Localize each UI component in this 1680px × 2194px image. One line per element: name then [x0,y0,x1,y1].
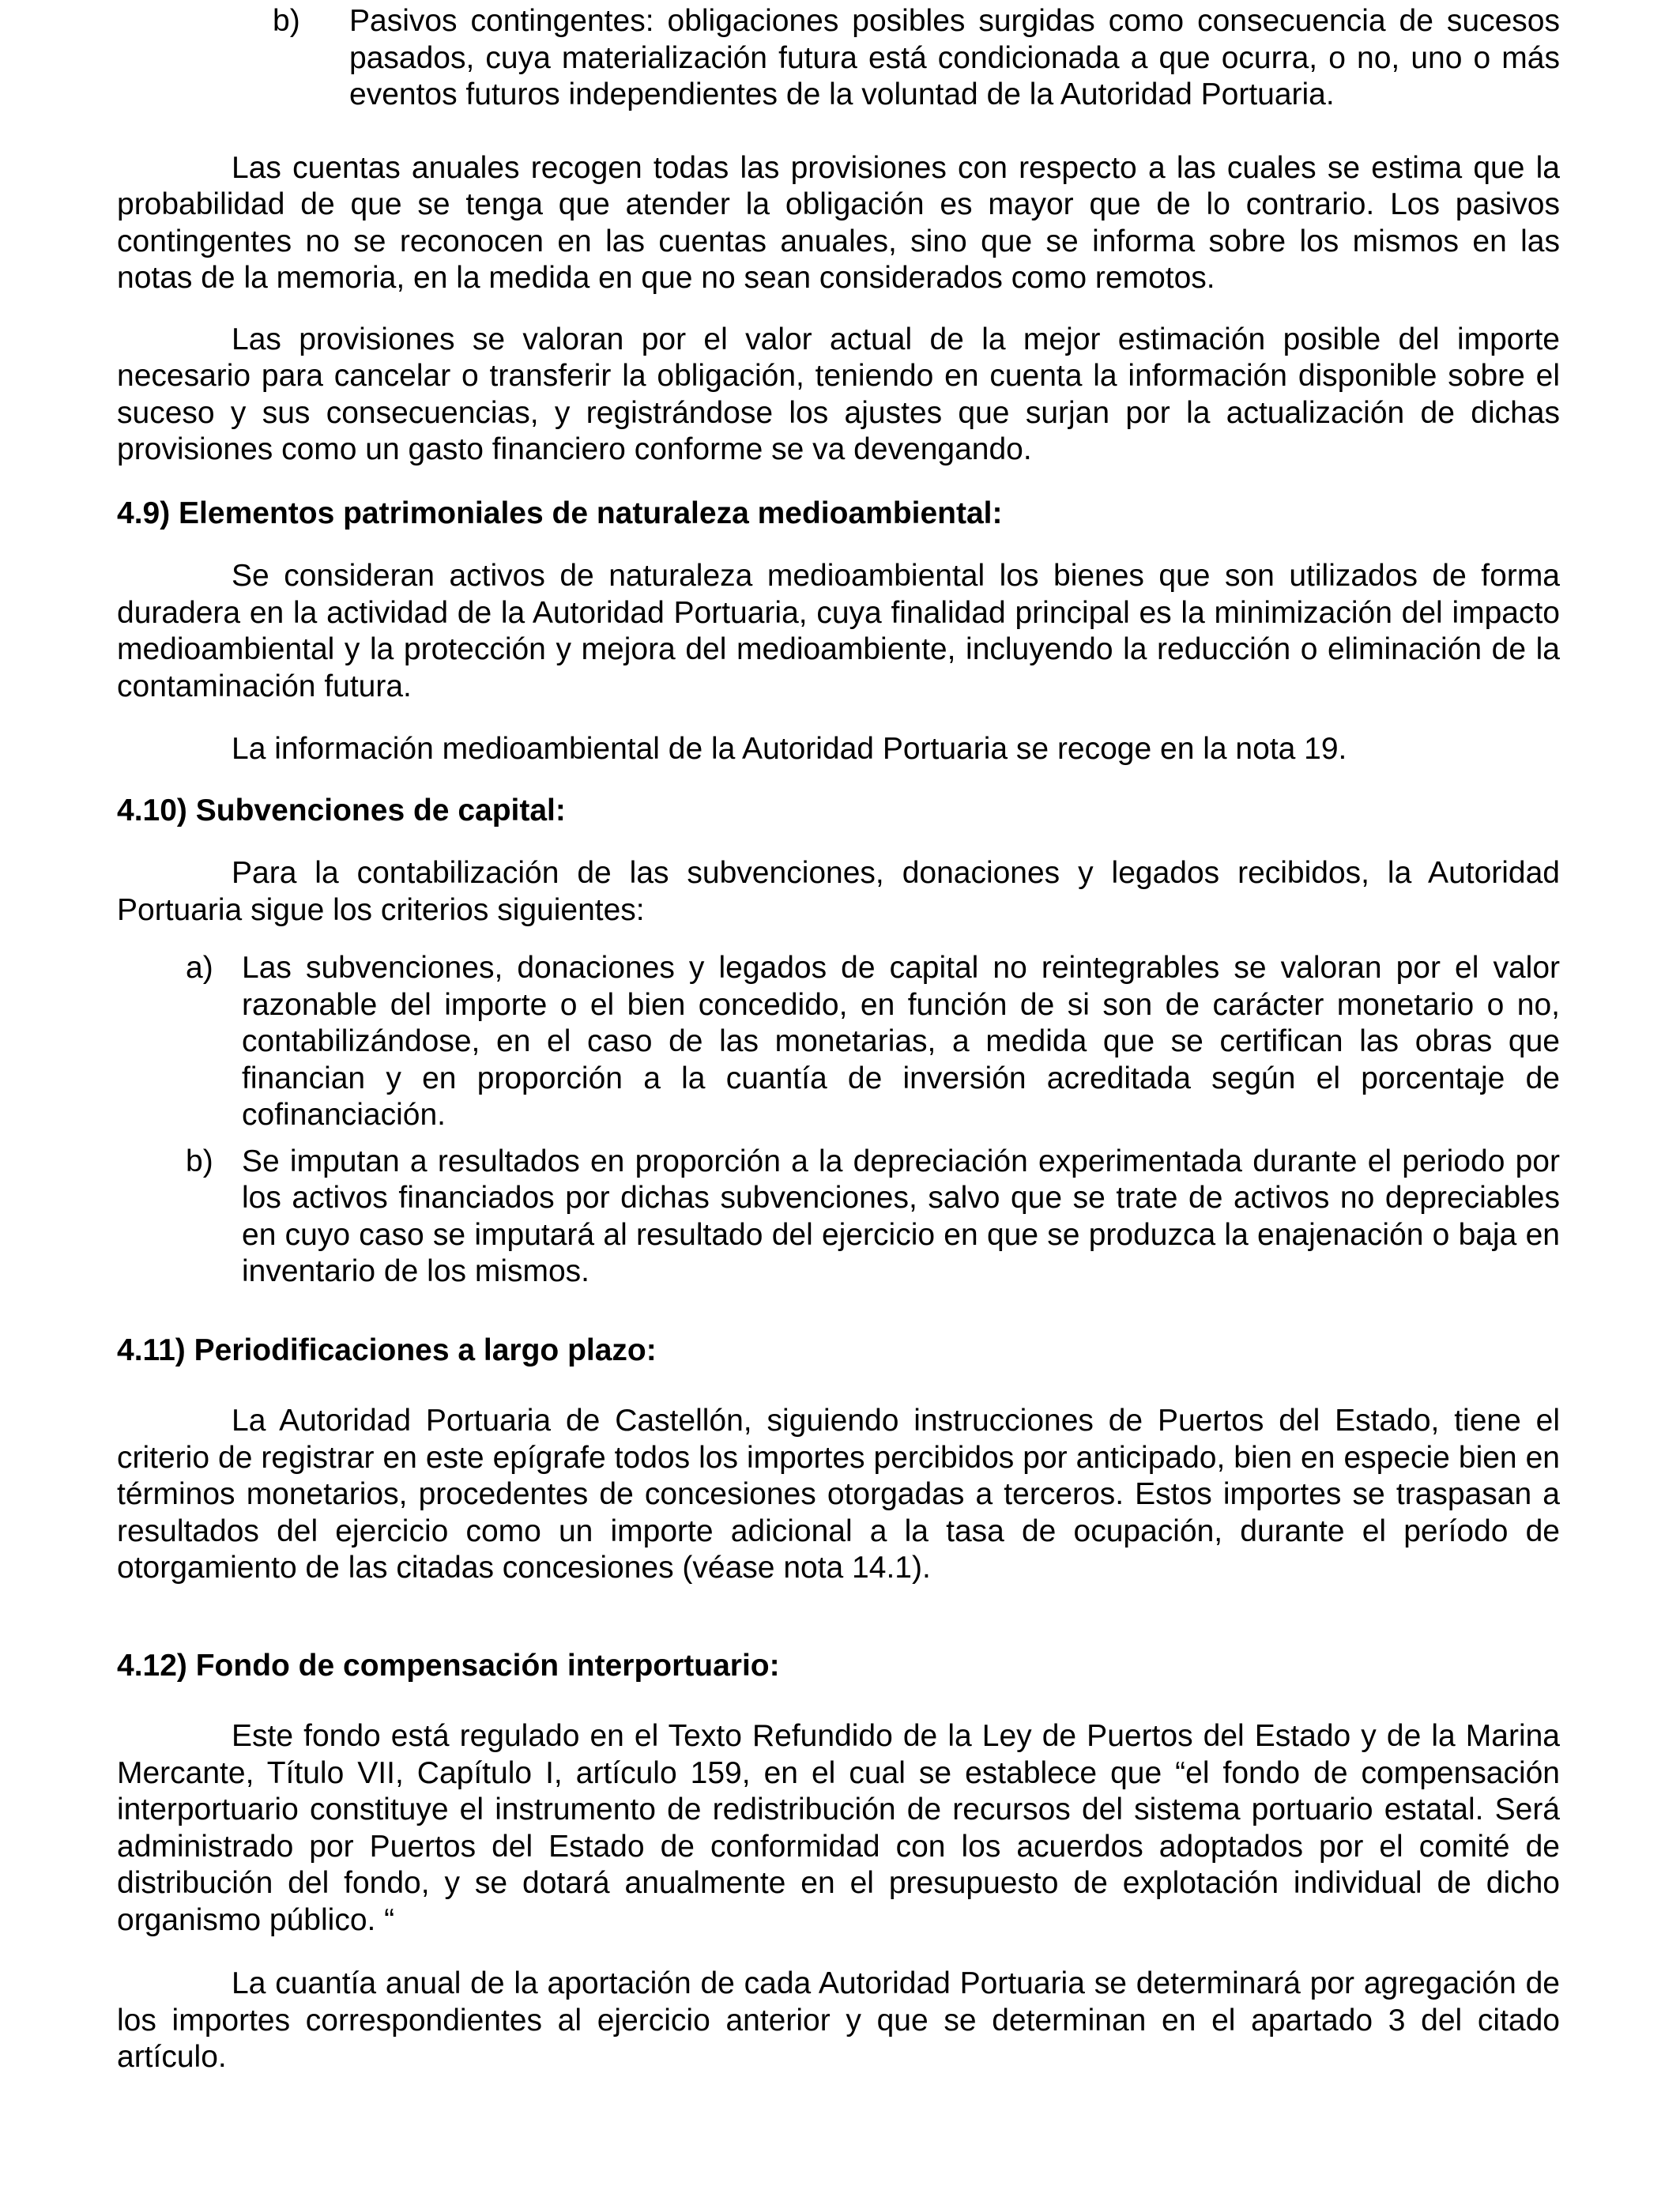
section-heading-4-11: 4.11) Periodificaciones a largo plazo: [117,1333,657,1367]
section-heading-4-9: 4.9) Elementos patrimoniales de naturaleza medioambiental: [117,496,1003,530]
paragraph-environmental-assets: Se consideran activos de naturaleza medioambiental los bienes que son utilizados de forma duradera en la actividad de la Autoridad Portuaria, cuya finalidad principal es la minimización del impacto medioambiental y la protección y mejora del medioambiente, incluyendo la reducción o eliminación de la contaminación futura. [117,559,1560,703]
paragraph-subsidies-intro: Para la contabilización de las subvenciones, donaciones y legados recibidos, la Autoridad Portuaria sigue los criterios siguientes: [117,856,1560,927]
list-item-text: Se imputan a resultados en proporción a la depreciación experimentada durante el periodo por los activos financiados por dichas subvenciones, salvo que se trate de activos no depreciables en cuyo caso se imputará al resultado del ejercicio en que se produzca la enajenación o baja en inventario de los mismos. [242,1144,1560,1288]
list-item [117,1144,1560,1291]
section-heading-4-10: 4.10) Subvenciones de capital: [117,793,566,827]
list-item-contingent-liabilities [117,3,1560,114]
section-heading-4-12: 4.12) Fondo de compensación interportuario: [117,1648,780,1683]
list-marker: a) [186,951,213,985]
paragraph-long-term-accruals: La Autoridad Portuaria de Castellón, siguiendo instrucciones de Puertos del Estado, tiene el criterio de registrar en este epígrafe todos los importes percibidos por anticipado, bien en especie bien en términos monetarios, procedentes de concesiones otorgadas a terceros. Estos importes se traspasan a resultados del ejercicio como un importe adicional a la tasa de ocupación, durante el período de otorgamiento de las citadas concesiones (véase nota 14.1). [117,1404,1560,1585]
list-item-text: Las subvenciones, donaciones y legados de capital no reintegrables se valoran por el valor razonable del importe o el bien concedido, en función de si son de carácter monetario o no, contabilizándose, en el caso de las monetarias, a medida que se certifican las obras que financian y en proporción a la cuantía de inversión acreditada según el porcentaje de cofinanciación. [242,951,1560,1132]
subsidies-criteria-list [117,950,1560,1291]
document-page [117,0,1560,2076]
paragraph-environmental-info: La información medioambiental de la Autoridad Portuaria se recoge en la nota 19. [232,732,1347,766]
paragraph-annual-accounts: Las cuentas anuales recogen todas las provisiones con respecto a las cuales se estima que la probabilidad de que se tenga que atender la obligación es mayor que de lo contrario. Los pasivos contingentes no se reconocen en las cuentas anuales, sino que se informa sobre los mismos en las notas de la memoria, en la medida en que no sean considerados como remotos. [117,150,1560,295]
paragraph-annual-contribution: La cuantía anual de la aportación de cada Autoridad Portuaria se determinará por agregación de los importes correspondientes al ejercicio anterior y que se determinan en el apartado 3 del citado artículo. [117,1966,1560,2074]
list-item [117,950,1560,1134]
paragraph-provisions-valuation: Las provisiones se valoran por el valor actual de la mejor estimación posible del importe necesario para cancelar o transferir la obligación, teniendo en cuenta la información disponible sobre el suceso y sus consecuencias, y registrándose los ajustes que surjan por la actualización de dichas provisiones como un gasto financiero conforme se va devengando. [117,322,1560,466]
list-item-text: Pasivos contingentes: obligaciones posibles surgidas como consecuencia de sucesos pasados, cuya materialización futura está condicionada a que ocurra, o no, uno o más eventos futuros independientes de la voluntad de la Autoridad Portuaria. [349,4,1560,111]
list-marker: b) [186,1144,213,1178]
paragraph-compensation-fund: Este fondo está regulado en el Texto Refundido de la Ley de Puertos del Estado y de la Marina Mercante, Título VII, Capítulo I, artículo 159, en el cual se establece que “el fondo de compensación interportuario constituye el instrumento de redistribución de recursos del sistema portuario estatal. Será administrado por Puertos del Estado de conformidad con los acuerdos adoptados por el comité de distribución del fondo, y se dotará anualmente en el presupuesto de explotación individual de dicho organismo público. “ [117,1719,1560,1937]
list-marker: b) [273,4,300,38]
